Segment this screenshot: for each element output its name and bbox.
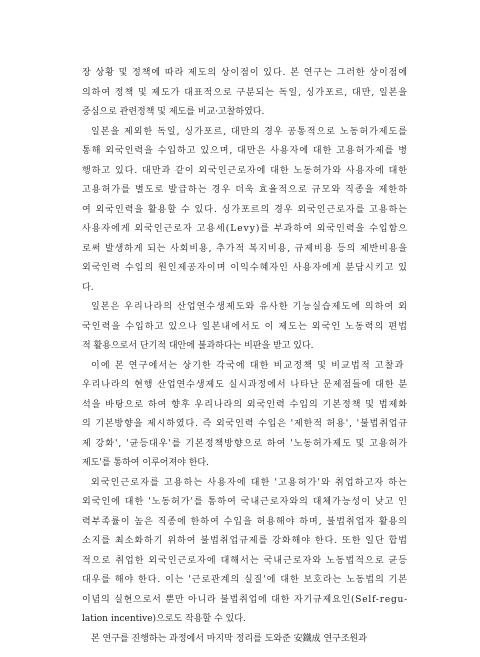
text-line: 로써 발생하게 되는 사회비용, 추가적 복지비용, 규제비용 등의 제반비용을 <box>82 243 408 254</box>
text-line: 석을 바탕으로 하여 향후 우리나라의 외국인력 수입의 기본정책 및 법제화 <box>82 399 408 410</box>
text-line: 외국인근로자를 고용하는 사용자에 대한 '고용허가'와 취업하고자 하는 <box>91 477 408 488</box>
paragraph-5 <box>82 474 408 630</box>
text-line: 중심으로 관련정책 및 제도를 비교·고찰하였다. <box>82 107 265 117</box>
text-line: 일본을 제외한 독일, 싱가포르, 대만의 경우 공통적으로 노동허가제도를 <box>91 126 408 137</box>
paragraph-2 <box>82 123 408 299</box>
text-line: 소지를 최소화하기 위하여 불법취업규제를 강화해야 한다. 또한 일단 합법 <box>82 536 408 546</box>
text-line: 제도'를 통하여 이루어져야 한다. <box>82 458 209 468</box>
text-line: 이에 본 연구에서는 상기한 각국에 대한 비교정책 및 비교법적 고찰과 <box>91 360 405 371</box>
text-line: 국인력을 수입하고 있으나 일본내에서도 이 제도는 외국인 노동력의 편법 <box>82 321 408 332</box>
text-line: 일본은 우리나라의 산업연수생제도와 유사한 기능실습제도에 의하여 외 <box>91 302 408 312</box>
paragraph-4 <box>82 357 408 474</box>
paragraph-3 <box>82 298 408 357</box>
text-line: 대우를 해야 한다. 이는 '근로관계의 실질'에 대한 보호라는 노동법의 기본 <box>82 575 408 585</box>
text-line: 우리나라의 현행 산업연수생제도 실시과정에서 나타난 문제점들에 대한 분 <box>82 380 408 390</box>
paragraph-6 <box>82 630 408 650</box>
text-line: 적 활용으로서 단기적 대안에 불과하다는 비판을 받고 있다. <box>82 341 314 351</box>
text-line: 의 기본방향을 제시하였다. 즉 외국인력 수입은 '제한적 허용', '불법취업규 <box>82 419 408 429</box>
body-text <box>82 64 408 649</box>
text-line: 외국인력 수입의 원인제공자이며 이익수혜자인 사용자에게 분담시키고 있 <box>82 263 408 273</box>
text-line: 적으로 취업한 외국인근로자에 대해서는 국내근로자와 노동법적으로 균등 <box>82 555 408 566</box>
text-line: 본 연구를 진행하는 과정에서 마지막 정리를 도와준 安鐵成 연구조원과 <box>91 633 367 644</box>
text-line: 이념의 실현으로서 뿐만 아니라 불법취업에 대한 자기규제요인(Self-regu- <box>82 594 408 605</box>
text-line: 외국인에 대한 '노동허가'를 통하여 국내근로자와의 대체가능성이 낮고 인 <box>82 497 408 507</box>
text-line: 장 상황 및 정책에 따라 제도의 상이점이 있다. 본 연구는 그러한 상이점에 <box>82 68 408 78</box>
text-line: 의하여 정책 및 제도가 대표적으로 구분되는 독일, 싱가포르, 대만, 일본을 <box>82 87 408 98</box>
text-line: 력부족률이 높은 직종에 한하여 수입을 허용해야 하며, 불법취업자 활용의 <box>82 516 408 527</box>
text-line: 여 외국인력을 활용할 수 있다. 싱가포르의 경우 외국인근로자를 고용하는 <box>82 204 408 215</box>
text-line: 고용허가를 별도로 발급하는 경우 더욱 효율적으로 규모와 직종을 제한하 <box>82 185 408 195</box>
paragraph-1 <box>82 64 408 123</box>
text-line: 제 강화', '균등대우'를 기본정책방향으로 하여 '노동허가제도 및 고용허가 <box>82 438 408 449</box>
text-line: lation incentive)으로도 작용할 수 있다. <box>82 614 246 624</box>
text-line: 행하고 있다. 대만과 같이 외국인근로자에 대한 노동허가와 사용자에 대한 <box>82 165 408 176</box>
text-line: 다. <box>82 282 94 293</box>
text-line: 사용자에게 외국인근로자 고용세(Levy)를 부과하여 외국인력을 수입함으 <box>82 224 408 234</box>
text-line: 통해 외국인력을 수입하고 있으며, 대만은 사용자에 대한 고용허가제를 병 <box>82 146 408 156</box>
